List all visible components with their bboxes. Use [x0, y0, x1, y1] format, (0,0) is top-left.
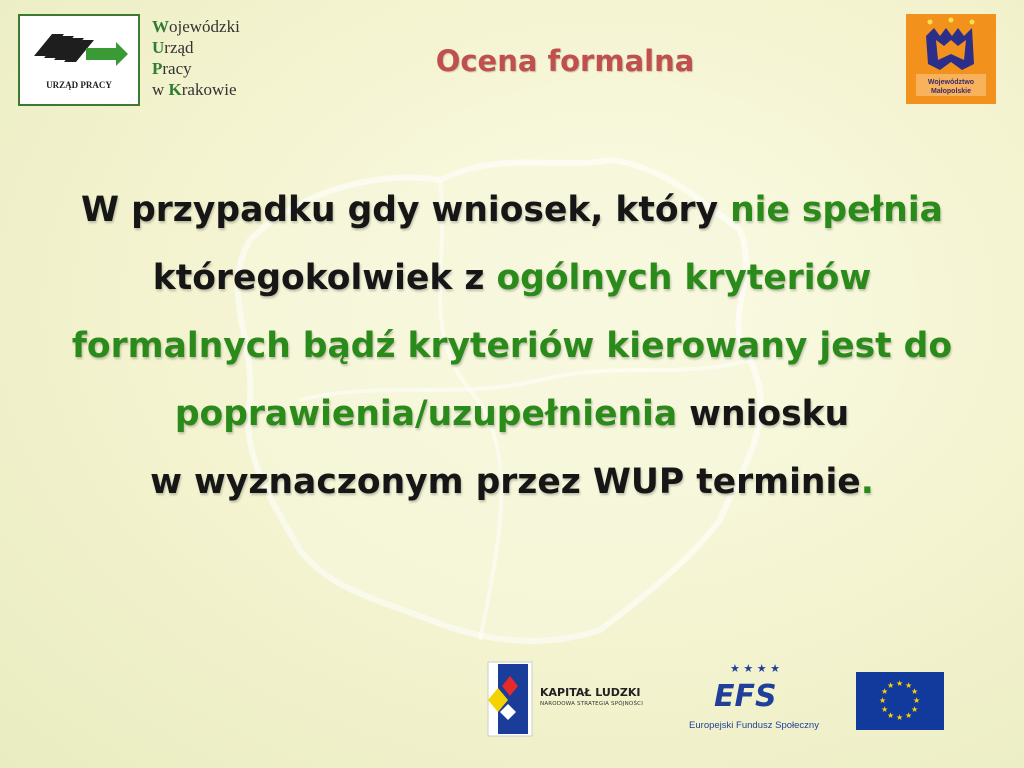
efs-caption: Europejski Fundusz Społeczny: [689, 720, 819, 731]
wup-name-line: w Krakowie: [152, 80, 237, 99]
efs-letters: EFS: [714, 679, 777, 714]
text-segment-highlight: ogólnych kryteriów formalnych bądź kryteriów kierowany jest do poprawienia/uzupełnienia: [71, 258, 953, 434]
kapital-ludzki-logo: [484, 660, 674, 740]
malopolska-caption-line: Małopolskie: [930, 88, 972, 95]
svg-text:★: ★: [911, 687, 919, 696]
wup-name-line: Wojewódzki: [152, 17, 240, 36]
efs-stars-icon: [730, 662, 780, 675]
malopolska-caption-line: Województwo: [927, 79, 975, 86]
svg-text:★: ★: [905, 711, 913, 720]
svg-text:★: ★: [887, 711, 895, 720]
malopolska-caption: [906, 78, 996, 96]
wup-name-line: Pracy: [152, 59, 192, 78]
text-segment: W przypadku gdy wniosek, który: [81, 190, 731, 230]
kapital-ludzki-title: KAPITAŁ LUDZKI: [540, 686, 641, 699]
text-segment-highlight: nie spełnia: [730, 190, 943, 230]
svg-text:★: ★: [913, 696, 921, 705]
svg-text:★: ★: [896, 713, 904, 722]
wup-logo-caption: URZĄD PRACY: [46, 80, 112, 90]
svg-text:★: ★: [881, 705, 889, 714]
wup-name-line: Urząd: [152, 38, 194, 57]
text-segment: któregokolwiek z: [152, 258, 497, 298]
kapital-ludzki-subtitle: NARODOWA STRATEGIA SPÓJNOŚCI: [540, 701, 644, 707]
svg-text:★: ★: [905, 681, 913, 690]
eu-flag: [856, 672, 944, 730]
text-segment: w wyznaczonym przez WUP terminie: [150, 462, 861, 502]
svg-text:★: ★: [881, 687, 889, 696]
wup-name: [152, 16, 240, 100]
svg-text:★ ★ ★ ★: ★ ★ ★ ★: [730, 662, 780, 675]
svg-text:★: ★: [887, 681, 895, 690]
wup-logo: [18, 14, 140, 106]
text-segment: wniosku: [677, 394, 850, 434]
svg-text:★: ★: [879, 696, 887, 705]
text-segment-highlight: .: [860, 462, 874, 502]
svg-text:★: ★: [911, 705, 919, 714]
wup-cards-icon: [30, 26, 130, 78]
slide-title: Ocena formalna: [435, 44, 695, 78]
main-body-text: [60, 176, 964, 516]
malopolska-logo: [906, 14, 996, 104]
eu-stars-icon: [856, 672, 944, 730]
svg-text:★: ★: [896, 679, 904, 688]
